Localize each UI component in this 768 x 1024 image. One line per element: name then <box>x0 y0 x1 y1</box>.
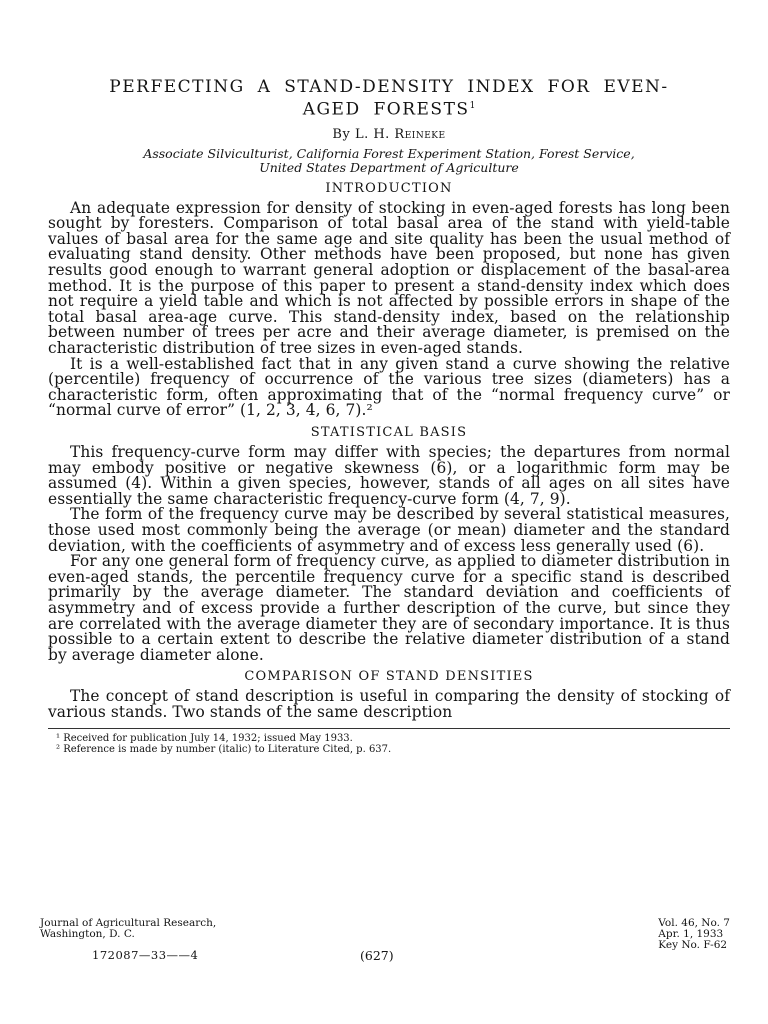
author-name: L. H. Reineke <box>354 126 446 142</box>
page-number: (627) <box>360 948 394 963</box>
affiliation-line-1: Associate Silviculturist, California Forest Experiment Station, Forest Service, <box>143 145 635 161</box>
section-heading: STATISTICAL BASIS <box>310 424 468 440</box>
paragraph: The concept of stand description is useful in comparing the density of stocking of various stands. Two stands of the same description <box>48 687 730 721</box>
byline <box>48 127 730 142</box>
section-comparison <box>48 669 730 720</box>
section-introduction <box>48 181 730 419</box>
footnote-divider <box>48 728 730 729</box>
journal-name: Journal of Agricultural Research, <box>40 917 217 929</box>
paragraph: An adequate expression for density of stocking in even-aged forests has long been sought by foresters. Comparison of total basal area of the stand with yield-table values of basal area for the same age and site quality has been the usual method of evaluating stand density. Other methods have been proposed, but none has given results good enough to warrant general adoption or displacement of the basal-area method. It is the purpose of this paper to present a stand-density index which does not require a yield table and which is not affected by possible errors in shape of the total basal area-age curve. This stand-density index, based on the relationship between number of trees per acre and their average diameter, is premised on the characteristic distribution of tree sizes in even-aged stands. <box>48 198 730 357</box>
title-line-2: AGED FORESTS <box>302 99 470 120</box>
title-line-1: PERFECTING A STAND-DENSITY INDEX FOR EVEN- <box>109 77 669 97</box>
article-page <box>48 78 730 755</box>
paragraph: It is a well-established fact that in any given stand a curve showing the relative (percentile) frequency of occurrence of the various tree sizes (diameters) has a characteristic form, often approximating that of the “normal frequency curve” or “normal curve of error” (1, 2, 3, 4, 6, 7).² <box>48 354 730 420</box>
volume-number: Vol. 46, No. 7 <box>658 917 730 929</box>
title-footnote-mark: 1 <box>469 101 476 111</box>
paragraph: The form of the frequency curve may be described by several statistical measures, those used most commonly being the average (or mean) diameter and the standard deviation, with the coefficients of asymmetry and of excess less generally used (6). <box>48 505 730 555</box>
footnote: ¹ Received for publication July 14, 1932; issued May 1933. <box>56 733 353 745</box>
section-heading: COMPARISON OF STAND DENSITIES <box>244 669 534 685</box>
volume-info <box>658 918 730 951</box>
journal-citation <box>40 918 216 940</box>
journal-location: Washington, D. C. <box>40 928 135 940</box>
author-affiliation <box>48 147 730 175</box>
article-title <box>48 78 730 120</box>
print-code: 172087—33——4 <box>92 948 199 962</box>
byline-prefix: By <box>332 126 351 142</box>
paragraph: For any one general form of frequency curve, as applied to diameter distribution in even-aged stands, the percentile frequency curve for a specific stand is described primarily by the average diameter. The standard deviation and coefficients of asymmetry and of excess provide a further description of the curve, but since they are correlated with the average diameter they are of secondary importance. It is thus possible to a certain extent to describe the relative diameter distribution of a stand by average diameter alone. <box>48 552 730 664</box>
footnote: ² Reference is made by number (italic) to Literature Cited, p. 637. <box>56 744 392 756</box>
issue-date: Apr. 1, 1933 <box>658 928 724 940</box>
section-heading: INTRODUCTION <box>325 180 453 196</box>
key-number: Key No. F-62 <box>658 939 728 951</box>
affiliation-line-2: United States Department of Agriculture <box>259 159 519 175</box>
section-statistical-basis <box>48 425 730 663</box>
paragraph: This frequency-curve form may differ with species; the departures from normal may embody positive or negative skewness (6), or a logarithmic form may be assumed (4). Within a given species, however, stands of all ages on all sites have essentially the same characteristic frequency-curve form (4, 7, 9). <box>48 442 730 508</box>
